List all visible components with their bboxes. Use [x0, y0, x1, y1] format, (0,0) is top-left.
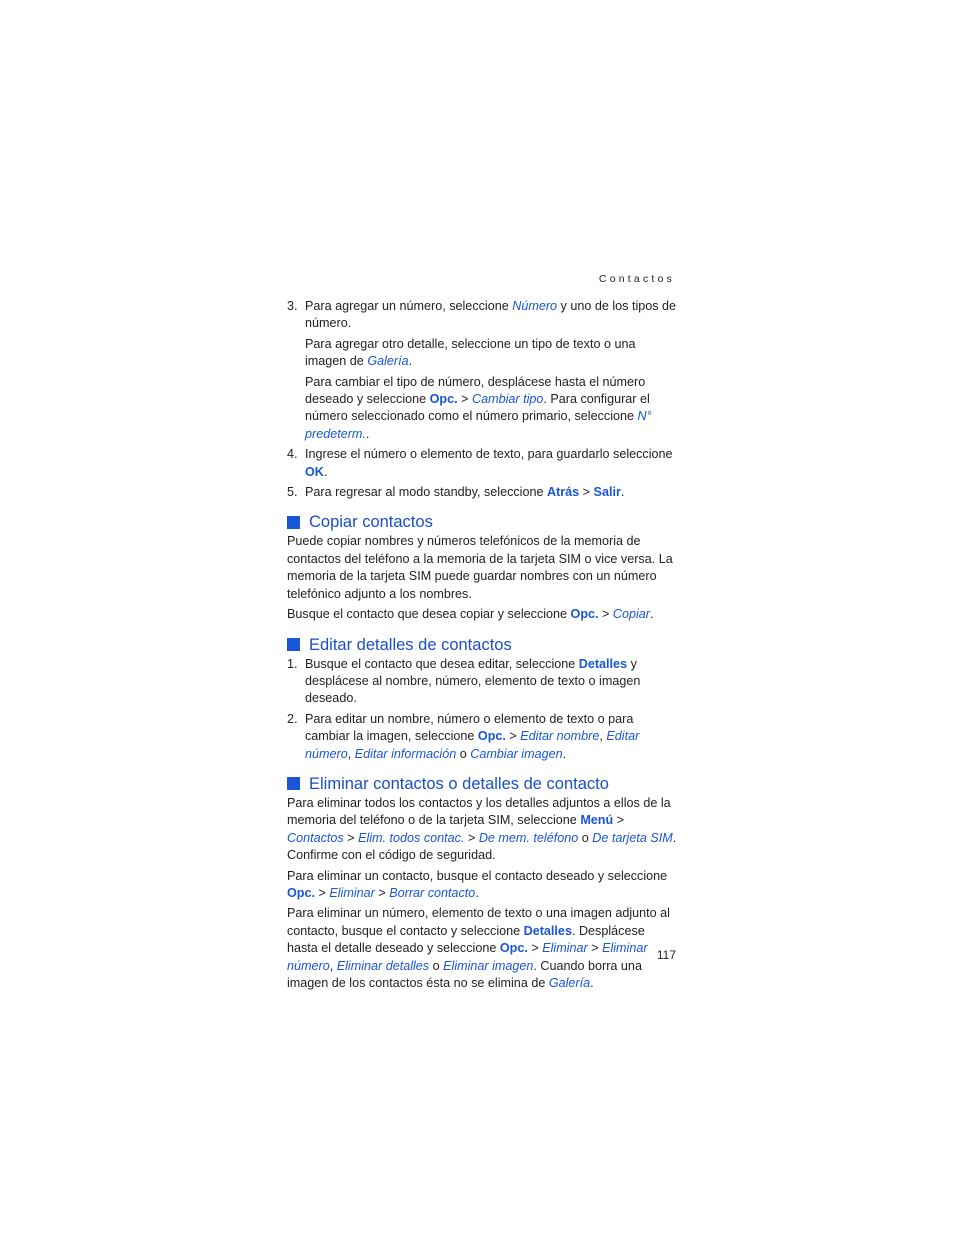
- step-text: [305, 484, 677, 501]
- menu-option: De tarjeta SIM: [592, 830, 673, 845]
- body-text: .: [408, 354, 413, 369]
- body-text: Ingrese el número o elemento de texto, para guardarlo seleccione: [305, 447, 673, 462]
- step-text: [305, 656, 677, 708]
- softkey-command: Salir: [593, 485, 621, 500]
- menu-option: Contactos: [287, 830, 344, 845]
- menu-option: Borrar contacto: [389, 885, 476, 900]
- step-number: 4.: [287, 447, 298, 462]
- softkey-command: OK: [305, 464, 324, 479]
- body-text: .: [650, 607, 654, 622]
- step-text: [305, 711, 677, 763]
- menu-option: Elim. todos contac.: [358, 830, 465, 845]
- softkey-command: Opc.: [570, 607, 599, 622]
- body-text: >: [527, 941, 543, 956]
- body-text: ,: [329, 958, 337, 973]
- softkey-command: Atrás: [546, 485, 580, 500]
- menu-option: Galería: [548, 976, 591, 990]
- section-heading: [287, 635, 677, 655]
- body-text: .: [590, 976, 594, 990]
- body-text: .: [562, 746, 567, 761]
- intro-steps-list: [287, 298, 677, 501]
- body-text: .: [620, 485, 625, 500]
- sections-container: [287, 512, 677, 992]
- numbered-step: [287, 656, 677, 708]
- body-text: Para eliminar un número, elemento de texto o una imagen adjunto al contacto, busque el contacto y seleccione: [287, 906, 670, 938]
- menu-option: Eliminar imagen: [443, 958, 534, 973]
- menu-option: Número: [512, 299, 558, 313]
- menu-option: De mem. teléfono: [478, 830, 579, 845]
- menu-option: Eliminar: [542, 941, 588, 956]
- body-text: Para cambiar el tipo de número, desplácese hasta el número deseado y seleccione: [305, 374, 646, 407]
- paragraph: [287, 795, 677, 865]
- body-text: .: [323, 464, 328, 479]
- paragraph: [287, 533, 677, 603]
- body-text: . Cuando borra una imagen de los contactos ésta no se elimina de: [287, 958, 642, 990]
- numbered-step: [287, 711, 677, 763]
- menu-option: Cambiar imagen: [470, 746, 563, 761]
- body-text: y desplácese al nombre, número, elemento de texto o imagen deseado.: [305, 656, 641, 706]
- body-text: . Para configurar el número seleccionado como el número primario, seleccione: [305, 392, 650, 424]
- softkey-command: Detalles: [523, 923, 572, 938]
- body-text: >: [343, 830, 359, 845]
- body-text: >: [464, 830, 479, 845]
- body-text: Para regresar al modo standby, seleccione: [305, 485, 547, 500]
- body-text: Para agregar un número, seleccione: [305, 299, 513, 313]
- step-sub-paragraph: [305, 336, 677, 371]
- menu-option: Editar nombre: [520, 729, 600, 744]
- paragraph: [287, 868, 677, 903]
- numbered-step: [287, 298, 677, 443]
- body-text: Para editar un nombre, número o elemento de texto o para cambiar la imagen, seleccione: [305, 711, 634, 744]
- body-text: Busque el contacto que desea editar, seleccione: [305, 656, 579, 671]
- body-text: >: [579, 485, 594, 500]
- softkey-command: Opc.: [429, 392, 458, 407]
- body-text: Para agregar otro detalle, seleccione un tipo de texto o una imagen de: [305, 336, 636, 369]
- body-text: >: [315, 885, 330, 900]
- body-text: o: [429, 958, 444, 973]
- menu-option: Eliminar número: [287, 941, 648, 973]
- body-text: o: [578, 830, 593, 845]
- body-text: Para eliminar un contacto, busque el contacto deseado y seleccione: [287, 868, 668, 883]
- step-number: 2.: [287, 711, 298, 726]
- section-heading: [287, 512, 677, 532]
- menu-option: Cambiar tipo: [471, 392, 544, 407]
- body-text: >: [587, 941, 603, 956]
- numbered-step: [287, 484, 677, 501]
- body-text: ,: [599, 729, 607, 744]
- step-text: [305, 446, 677, 481]
- step-number: 1.: [287, 656, 298, 671]
- body-text: . Confirme con el código de seguridad.: [287, 830, 677, 863]
- menu-option: Eliminar: [329, 885, 375, 900]
- section-heading-text: Editar detalles de contactos: [309, 635, 512, 654]
- square-bullet-icon: [287, 638, 300, 651]
- section: [287, 512, 677, 623]
- body-text: >: [457, 392, 472, 407]
- menu-option: Copiar: [612, 607, 651, 622]
- body-text: y uno de los tipos de número.: [305, 299, 677, 331]
- section-heading-text: Copiar contactos: [309, 513, 433, 532]
- body-text: .: [475, 885, 479, 900]
- page-number: 117: [656, 948, 676, 962]
- body-text: . Desplácese hasta el detalle deseado y seleccione: [287, 923, 645, 956]
- softkey-command: Opc.: [287, 885, 315, 900]
- body-text: Busque el contacto que desea copiar y seleccione: [287, 607, 571, 622]
- step-text: [305, 298, 677, 333]
- body-text: Puede copiar nombres y números telefónicos de la memoria de contactos del teléfono a la memoria de la tarjeta SIM o vice versa. La memoria de la tarjeta SIM puede guardar nombres con un número telefónico adjunto a los nombres.: [287, 534, 673, 601]
- body-text: >: [613, 813, 625, 828]
- softkey-command: Opc.: [477, 729, 506, 744]
- body-text: .: [365, 426, 370, 441]
- paragraph: [287, 606, 677, 623]
- step-number: 3.: [287, 299, 298, 313]
- menu-option: Editar información: [354, 746, 457, 761]
- body-text: >: [374, 885, 390, 900]
- numbered-step: [287, 446, 677, 481]
- square-bullet-icon: [287, 777, 300, 790]
- body-text: Para eliminar todos los contactos y los detalles adjuntos a ellos de la memoria del teléfono o de la tarjeta SIM, seleccione: [287, 795, 671, 828]
- menu-option: N° predeterm.: [305, 409, 652, 441]
- section-heading: [287, 774, 677, 794]
- running-header: Contactos: [598, 273, 675, 285]
- menu-option: Editar número: [305, 729, 640, 761]
- body-text: >: [598, 607, 613, 622]
- menu-option: Galería: [367, 354, 409, 369]
- step-number: 5.: [287, 485, 298, 500]
- section: [287, 635, 677, 763]
- page-content: [287, 298, 677, 995]
- softkey-command: Opc.: [499, 941, 528, 956]
- body-text: >: [505, 729, 521, 744]
- step-sub-paragraph: [305, 374, 677, 444]
- steps-list: [287, 656, 677, 763]
- menu-option: Eliminar detalles: [336, 958, 430, 973]
- softkey-command: Menú: [580, 813, 614, 828]
- softkey-command: Detalles: [578, 656, 628, 671]
- body-text: ,: [347, 746, 355, 761]
- square-bullet-icon: [287, 516, 300, 529]
- body-text: o: [456, 746, 471, 761]
- section-heading-text: Eliminar contactos o detalles de contacto: [309, 774, 609, 793]
